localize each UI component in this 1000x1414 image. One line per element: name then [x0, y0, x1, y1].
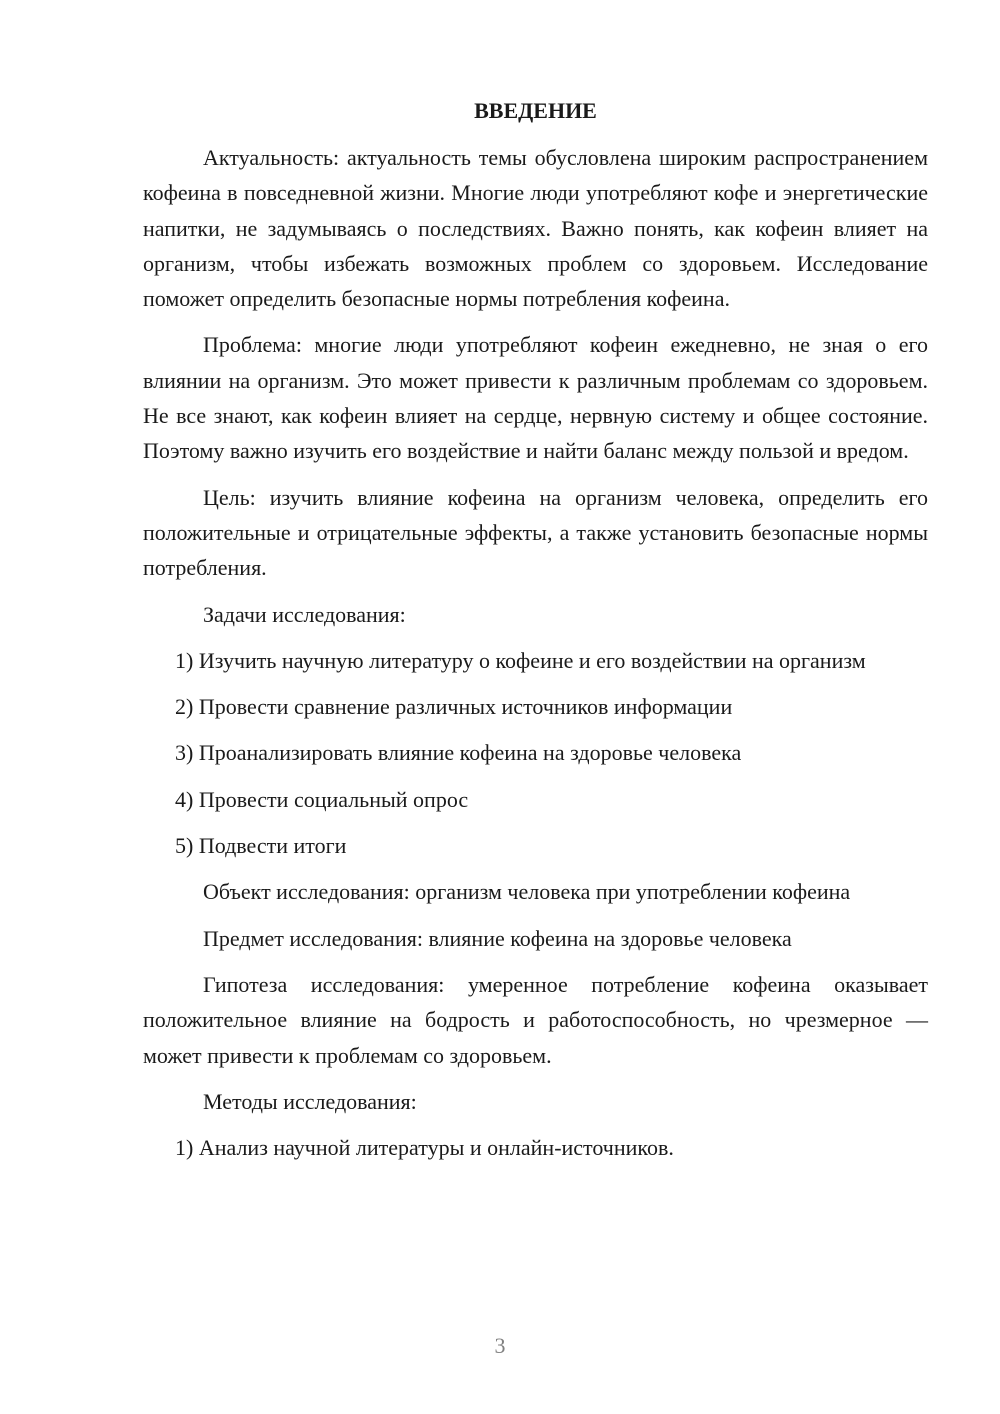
page-number: 3	[494, 1333, 506, 1358]
paragraph-problem: Проблема: многие люди употребляют кофеин ежедневно, не зная о его влиянии на организм. Это может привести к различным проблемам со здоровьем. Не все знают, как кофеин влияет на сердце, нервную систему и общее состояние. Поэтому важно изучить его воздействие и найти баланс между пользой и вредом.	[143, 332, 928, 464]
list-item-method-1: 1) Анализ научной литературы и онлайн-источников.	[175, 1135, 674, 1161]
paragraph-hypothesis: Гипотеза исследования: умеренное потребление кофеина оказывает положительное влияние на бодрость и работоспособность, но чрезмерное — может привести к проблемам со здоровьем.	[143, 971, 928, 1068]
list-item-task-5: 5) Подвести итоги	[175, 833, 347, 859]
list-item-task-3: 3) Проанализировать влияние кофеина на здоровье человека	[175, 740, 742, 766]
document-body	[143, 94, 928, 1165]
list-item-task-4: 4) Провести социальный опрос	[175, 786, 469, 812]
methods-title: Методы исследования:	[203, 1088, 417, 1114]
paragraph-goal: Цель: изучить влияние кофеина на организм человека, определить его положительные и отрицательные эффекты, а также установить безопасные нормы потребления.	[143, 484, 928, 581]
page-title: ВВЕДЕНИЕ	[474, 98, 597, 123]
list-item-task-1: 1) Изучить научную литературу о кофеине и его воздействии на организм	[175, 647, 866, 673]
paragraph-relevance: Актуальность: актуальность темы обусловлена широким распространением кофеина в повседневной жизни. Многие люди употребляют кофе и энергетические напитки, не задумываясь о последствиях. Важно понять, как кофеин влияет на организм, чтобы избежать возможных проблем со здоровьем. Исследование поможет определить безопасные нормы потребления кофеина.	[143, 145, 928, 312]
paragraph-subject: Предмет исследования: влияние кофеина на здоровье человека	[203, 925, 792, 951]
paragraph-object: Объект исследования: организм человека при употреблении кофеина	[203, 879, 851, 905]
tasks-title: Задачи исследования:	[203, 601, 406, 627]
list-item-task-2: 2) Провести сравнение различных источников информации	[175, 694, 733, 720]
